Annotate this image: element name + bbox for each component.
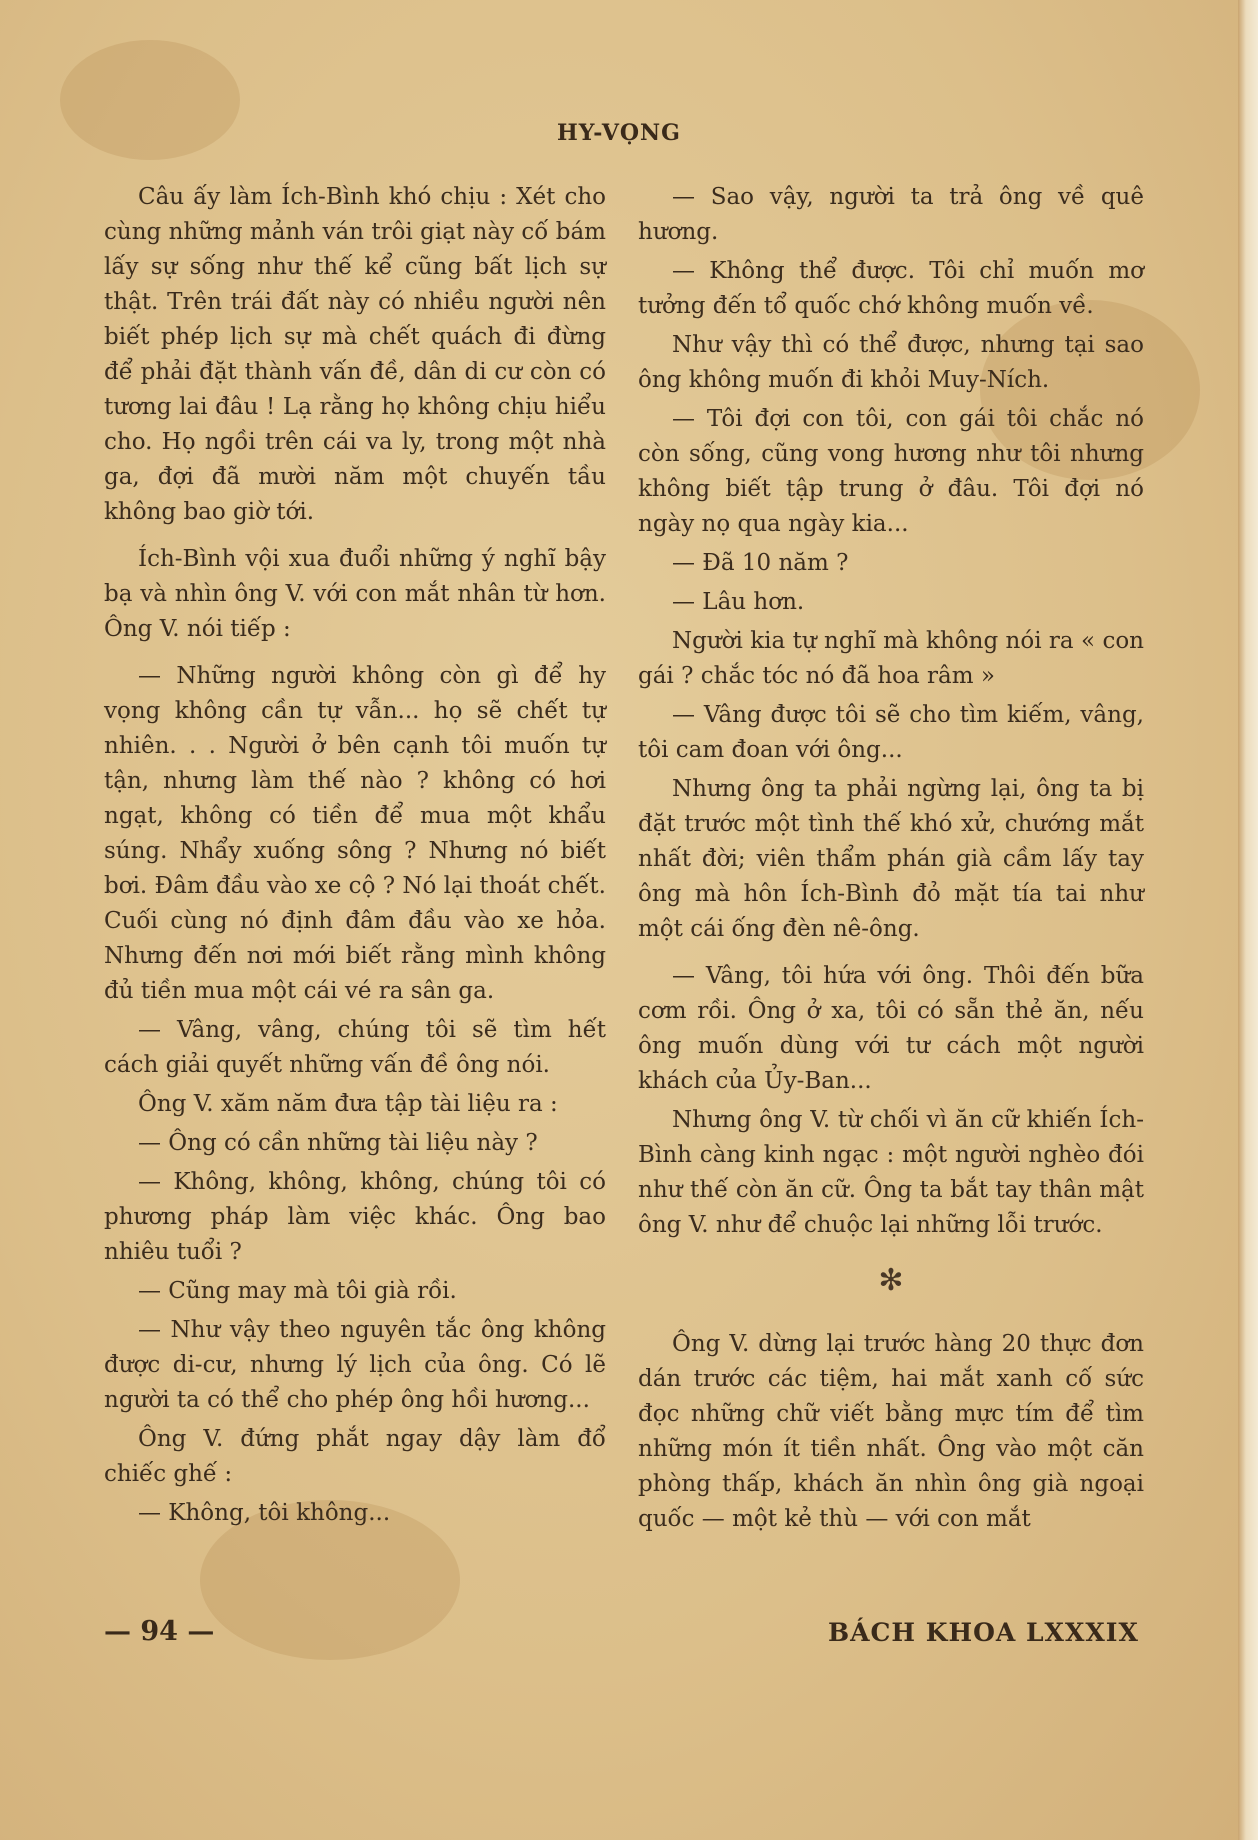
paragraph: Ích-Bình vội xua đuổi những ý nghĩ bậy bạ và nhìn ông V. với con mắt nhân từ hơn. Ông V. nói tiếp : <box>104 546 606 642</box>
paragraph: — Không thể được. Tôi chỉ muốn mơ tưởng đến tổ quốc chớ không muốn về. <box>638 258 1144 319</box>
paragraph: Như vậy thì có thể được, nhưng tại sao ông không muốn đi khỏi Muy-Ních. <box>638 332 1144 393</box>
paragraph: Người kia tự nghĩ mà không nói ra « con gái ? chắc tóc nó đã hoa râm » <box>638 628 1144 689</box>
paragraph: — Ông có cần những tài liệu này ? <box>138 1130 538 1156</box>
right-column <box>638 180 1144 1541</box>
paragraph: — Những người không còn gì để hy vọng không cần tự vẫn... họ sẽ chết tự nhiên. . . Người ở bên cạnh tôi muốn tự tận, nhưng làm thế nào ? không có hơi ngạt, không có tiền để mua một khẩu súng. Nhẩy xuống sông ? Nhưng nó biết bơi. Đâm đầu vào xe cộ ? Nó lại thoát chết. Cuối cùng nó định đâm đầu vào xe hỏa. Nhưng đến nơi mới biết rằng mình không đủ tiền mua một cái vé ra sân ga. <box>104 663 606 1004</box>
paragraph: — Vâng, tôi hứa với ông. Thôi đến bữa cơm rồi. Ông ở xa, tôi có sẵn thẻ ăn, nếu ông muốn dùng với tư cách một người khách của Ủy-Ban... <box>638 963 1144 1094</box>
page-edge <box>1238 0 1258 1840</box>
paragraph: Câu ấy làm Ích-Bình khó chịu : Xét cho cùng những mảnh ván trôi giạt này cố bám lấy sự sống như thế kể cũng bất lịch sự thật. Trên trái đất này có nhiều người nên biết phép lịch sự mà chết quách đi đừng để phải đặt thành vấn đề, dân di cư còn có tương lai đâu ! Lạ rằng họ không chịu hiểu cho. Họ ngồi trên cái va ly, trong một nhà ga, đợi đã mười năm một chuyến tầu không bao giờ tới. <box>104 184 606 525</box>
paragraph: — Vâng được tôi sẽ cho tìm kiếm, vâng, tôi cam đoan với ông... <box>638 702 1144 763</box>
paragraph: Nhưng ông ta phải ngừng lại, ông ta bị đặt trước một tình thế khó xử, chướng mắt nhất đời; viên thẩm phán già cầm lấy tay ông mà hôn Ích-Bình đỏ mặt tía tai như một cái ống đèn nê-ông. <box>638 776 1144 942</box>
paragraph: Ông V. xăm năm đưa tập tài liệu ra : <box>138 1091 558 1117</box>
paragraph: — Sao vậy, người ta trả ông về quê hương. <box>638 184 1144 245</box>
paragraph: — Tôi đợi con tôi, con gái tôi chắc nó còn sống, cũng vong hương như tôi nhưng không biết tập trung ở đâu. Tôi đợi nó ngày nọ qua ngày kia... <box>638 406 1144 537</box>
paragraph: Nhưng ông V. từ chối vì ăn cữ khiến Ích-Bình càng kinh ngạc : một người nghèo đói như thế còn ăn cữ. Ông ta bắt tay thân mật ông V. như để chuộc lại những lỗi trước. <box>638 1107 1144 1238</box>
paragraph: — Như vậy theo nguyên tắc ông không được di-cư, nhưng lý lịch của ông. Có lẽ người ta có thể cho phép ông hồi hương... <box>104 1317 606 1413</box>
paragraph: — Vâng, vâng, chúng tôi sẽ tìm hết cách giải quyết những vấn đề ông nói. <box>104 1017 606 1078</box>
page-number: — 94 — <box>104 1616 215 1647</box>
magazine-issue: BÁCH KHOA LXXXIX <box>828 1618 1139 1647</box>
paragraph: — Đã 10 năm ? <box>672 550 849 576</box>
paragraph: — Cũng may mà tôi già rồi. <box>138 1278 457 1304</box>
paragraph: — Không, không, không, chúng tôi có phương pháp làm việc khác. Ông bao nhiêu tuổi ? <box>104 1169 606 1265</box>
paragraph: — Không, tôi không... <box>138 1500 391 1526</box>
paragraph: Ông V. đứng phắt ngay dậy làm đổ chiếc ghế : <box>104 1426 606 1487</box>
paragraph: Ông V. dừng lại trước hàng 20 thực đơn dán trước các tiệm, hai mắt xanh cố sức đọc những chữ viết bằng mực tím để tìm những món ít tiền nhất. Ông vào một căn phòng thấp, khách ăn nhìn ông già ngoại quốc — một kẻ thù — với con mắt <box>638 1331 1144 1532</box>
section-ornament-icon: ✻ <box>878 1263 904 1298</box>
paragraph: — Lâu hơn. <box>672 589 805 615</box>
page-header-title: HY-VỌNG <box>557 120 681 146</box>
left-column <box>104 180 606 1535</box>
